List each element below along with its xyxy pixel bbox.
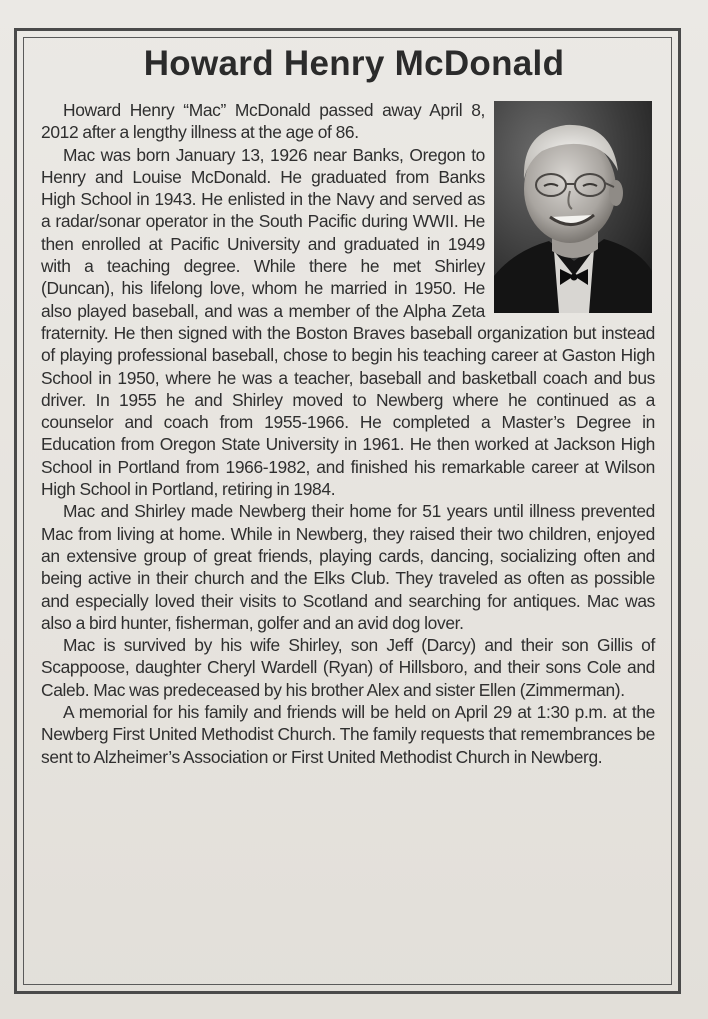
paragraph-newberg: Mac and Shirley made Newberg their home for 51 years until illness prevented Mac from living at home. While in Newberg, they raised their two children, enjoyed an extensive group of great friends, playing cards, dancing, socializing often and being active in their church and the Elks Club. They traveled as often as possible and especially loved their visits to Scotland and searching for antiques. Mac was also a bird hunter, fisherman, golfer and an avid dog lover. [41, 501, 655, 633]
photo-wrap-space [485, 99, 655, 321]
obituary-title: Howard Henry McDonald [143, 44, 565, 83]
paragraph-life-career: Mac was born January 13, 1926 near Banks, Oregon to Henry and Louise McDonald. He graduated from Banks High School in 1943. He enlisted in the Navy and served as a radar/sonar operator in the South Pacific during WWII. He then enrolled at Pacific University and graduated in 1949 with a teaching degree. While there he met Shirley (Duncan), his lifelong love, whom he married in 1950. He also played baseball, and was a member of the Alpha Zeta fraternity. He then signed with the Boston Braves baseball organization but instead of playing professional baseball, chose to begin his teaching career at Gaston High School in 1950, where he was a teacher, baseball and basketball coach and bus driver. In 1955 he and Shirley moved to Newberg where he continued as a counselor and coach from 1955-1966. He completed a Master’s Degree in Education from Oregon State University in 1961. He then worked at Jackson High School in Portland from 1966-1982, and finished his remarkable career at Wilson High School in Portland, retiring in 1984. [41, 144, 655, 500]
paragraph-passing: Howard Henry “Mac” McDonald passed away April 8, 2012 after a lengthy illness at the age of 86. [41, 100, 485, 143]
paragraph-survivors: Mac is survived by his wife Shirley, son Jeff (Darcy) and their son Gillis of Scappoose, daughter Cheryl Wardell (Ryan) of Hillsboro, and their sons Cole and Caleb. Mac was predeceased by his brother Alex and sister Ellen (Zimmerman). [41, 635, 655, 700]
paragraph-memorial: A memorial for his family and friends will be held on April 29 at 1:30 p.m. at the Newberg First United Methodist Church. The family requests that remembrances be sent to Alzheimer’s Association or First United Methodist Church in Newberg. [41, 702, 655, 767]
obituary-body [41, 99, 655, 768]
